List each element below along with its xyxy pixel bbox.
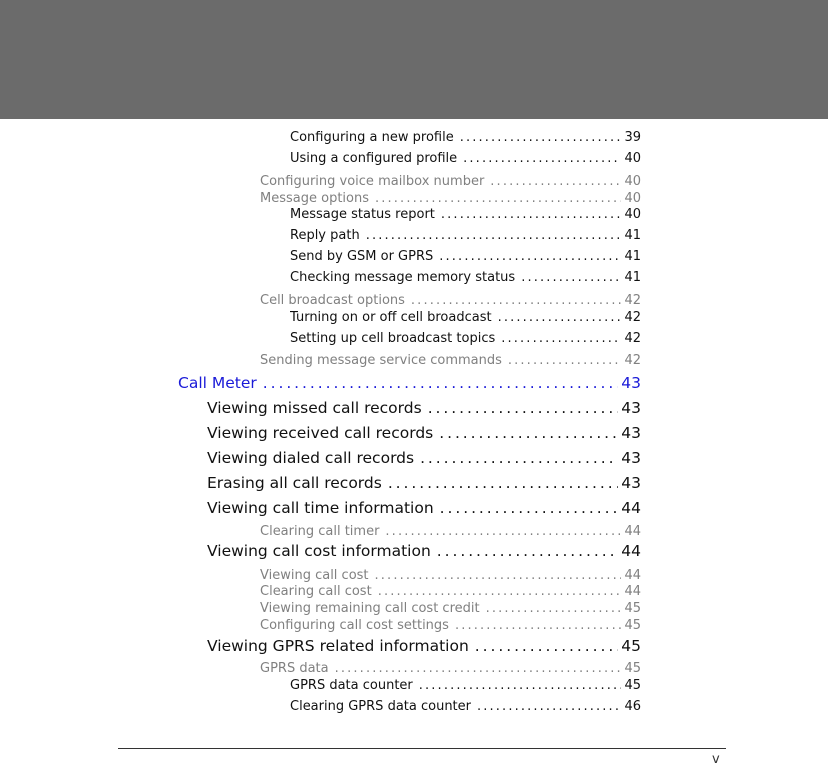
dot-leader [388, 474, 618, 492]
toc-entry[interactable] [290, 249, 641, 267]
toc-entry-title: Viewing GPRS related information [207, 637, 469, 655]
toc-entry[interactable] [260, 568, 641, 585]
toc-entry-title: Sending message service commands [260, 353, 502, 368]
toc-entry-page: 45 [624, 678, 641, 693]
toc-entry[interactable] [290, 207, 641, 225]
dot-leader [263, 374, 619, 392]
toc-entry[interactable] [260, 353, 641, 370]
toc-entry-page: 43 [621, 449, 641, 467]
toc-entry[interactable] [290, 678, 641, 696]
toc-entry[interactable] [260, 293, 641, 310]
toc-entry-page: 41 [624, 249, 641, 264]
toc-entry[interactable] [207, 424, 641, 446]
toc-entry-title: Send by GSM or GPRS [290, 249, 434, 264]
dot-leader [439, 424, 618, 442]
toc-entry-title: Using a configured profile [290, 151, 458, 166]
toc-entry[interactable] [260, 191, 641, 208]
toc-entry-title: Configuring call cost settings [260, 618, 449, 633]
toc-entry-title: Checking message memory status [290, 270, 516, 285]
toc-entry-page: 40 [624, 174, 641, 189]
toc-entry-page: 45 [621, 637, 641, 655]
toc-entry-title: Cell broadcast options [260, 293, 405, 308]
toc-entry[interactable] [207, 399, 641, 421]
toc-entry-page: 44 [624, 524, 641, 539]
toc-entry-title: Viewing missed call records [207, 399, 422, 417]
toc-entry-page: 44 [621, 499, 641, 517]
toc-entry-page: 43 [621, 374, 641, 392]
toc-entry-page: 43 [621, 424, 641, 442]
dot-leader [419, 678, 622, 693]
toc-entry[interactable] [290, 151, 641, 169]
toc-entry[interactable] [290, 331, 641, 349]
dot-leader [460, 130, 622, 145]
dot-leader [501, 331, 621, 346]
toc-entry-page: 40 [624, 191, 641, 206]
toc-entry[interactable] [260, 661, 641, 678]
dot-leader [441, 207, 622, 222]
dot-leader [486, 601, 622, 616]
toc-entry-title: GPRS data counter [290, 678, 413, 693]
toc-entry-page: 41 [624, 228, 641, 243]
toc-entry[interactable] [290, 310, 641, 328]
dot-leader [335, 661, 622, 676]
toc-entry-title: Clearing call cost [260, 584, 372, 599]
toc-entry[interactable] [290, 699, 641, 717]
toc-entry-title: Viewing call time information [207, 499, 434, 517]
toc-entry-page: 39 [624, 130, 641, 145]
dot-leader [455, 618, 622, 633]
toc-entry-title: Viewing call cost information [207, 542, 431, 560]
toc-entry-title: Viewing dialed call records [207, 449, 415, 467]
toc-entry-page: 45 [624, 618, 641, 633]
toc-entry[interactable] [290, 228, 641, 246]
toc-entry-page: 42 [624, 331, 641, 346]
dot-leader [375, 191, 621, 206]
toc-entry-title: Erasing all call records [207, 474, 382, 492]
dot-leader [437, 542, 618, 560]
toc-entry[interactable] [290, 270, 641, 288]
toc-entry[interactable] [207, 542, 641, 564]
footer-rule [118, 748, 726, 749]
dot-leader [420, 449, 618, 467]
toc-entry-page: 42 [624, 353, 641, 368]
dot-leader [508, 353, 622, 368]
toc-entry-page: 43 [621, 399, 641, 417]
toc-entry-page: 44 [624, 568, 641, 583]
toc-entry[interactable] [290, 130, 641, 148]
toc-entry[interactable] [260, 601, 641, 618]
dot-leader [463, 151, 621, 166]
toc-entry-title: Reply path [290, 228, 360, 243]
toc-entry[interactable] [260, 584, 641, 601]
toc-entry-title: Clearing GPRS data counter [290, 699, 471, 714]
dot-leader [428, 399, 619, 417]
dot-leader [378, 584, 622, 599]
toc-entry[interactable] [207, 637, 641, 659]
toc-entry-title: Message options [260, 191, 369, 206]
toc-entry-title: GPRS data [260, 661, 329, 676]
toc-entry-page: 42 [624, 293, 641, 308]
toc-entry-page: 42 [624, 310, 641, 325]
toc-entry-page: 46 [624, 699, 641, 714]
toc-entry[interactable] [207, 449, 641, 471]
dot-leader [440, 499, 619, 517]
toc-entry-page: 45 [624, 601, 641, 616]
toc-entry-title: Call Meter [178, 374, 257, 392]
toc-entry-page: 44 [621, 542, 641, 560]
dot-leader [498, 310, 622, 325]
toc-entry[interactable] [260, 524, 641, 541]
toc-entry-title: Setting up cell broadcast topics [290, 331, 496, 346]
toc-chapter-link[interactable] [178, 374, 641, 396]
toc-entry-page: 45 [624, 661, 641, 676]
toc-entry-title: Message status report [290, 207, 435, 222]
toc-entry[interactable] [260, 618, 641, 635]
dot-leader [439, 249, 621, 264]
page-number: v [712, 752, 720, 767]
toc-entry[interactable] [207, 499, 641, 521]
dot-leader [366, 228, 622, 243]
toc-entry-title: Configuring voice mailbox number [260, 174, 485, 189]
toc-entry-page: 43 [621, 474, 641, 492]
toc-entry-title: Turning on or off cell broadcast [290, 310, 492, 325]
toc-entry-page: 41 [624, 270, 641, 285]
dot-leader [411, 293, 622, 308]
toc-entry-title: Viewing received call records [207, 424, 434, 442]
dot-leader [490, 174, 621, 189]
dot-leader [375, 568, 622, 583]
toc-entry-page: 40 [624, 151, 641, 166]
dot-leader [521, 270, 621, 285]
dot-leader [385, 524, 621, 539]
toc-entry-title: Viewing call cost [260, 568, 369, 583]
toc-entry[interactable] [207, 474, 641, 496]
toc-entry-page: 40 [624, 207, 641, 222]
toc-entry[interactable] [260, 174, 641, 191]
toc-entry-title: Viewing remaining call cost credit [260, 601, 480, 616]
toc-entry-page: 44 [624, 584, 641, 599]
dot-leader [477, 699, 621, 714]
dot-leader [475, 637, 618, 655]
toc-entry-title: Clearing call timer [260, 524, 380, 539]
toc-entry-title: Configuring a new profile [290, 130, 454, 145]
